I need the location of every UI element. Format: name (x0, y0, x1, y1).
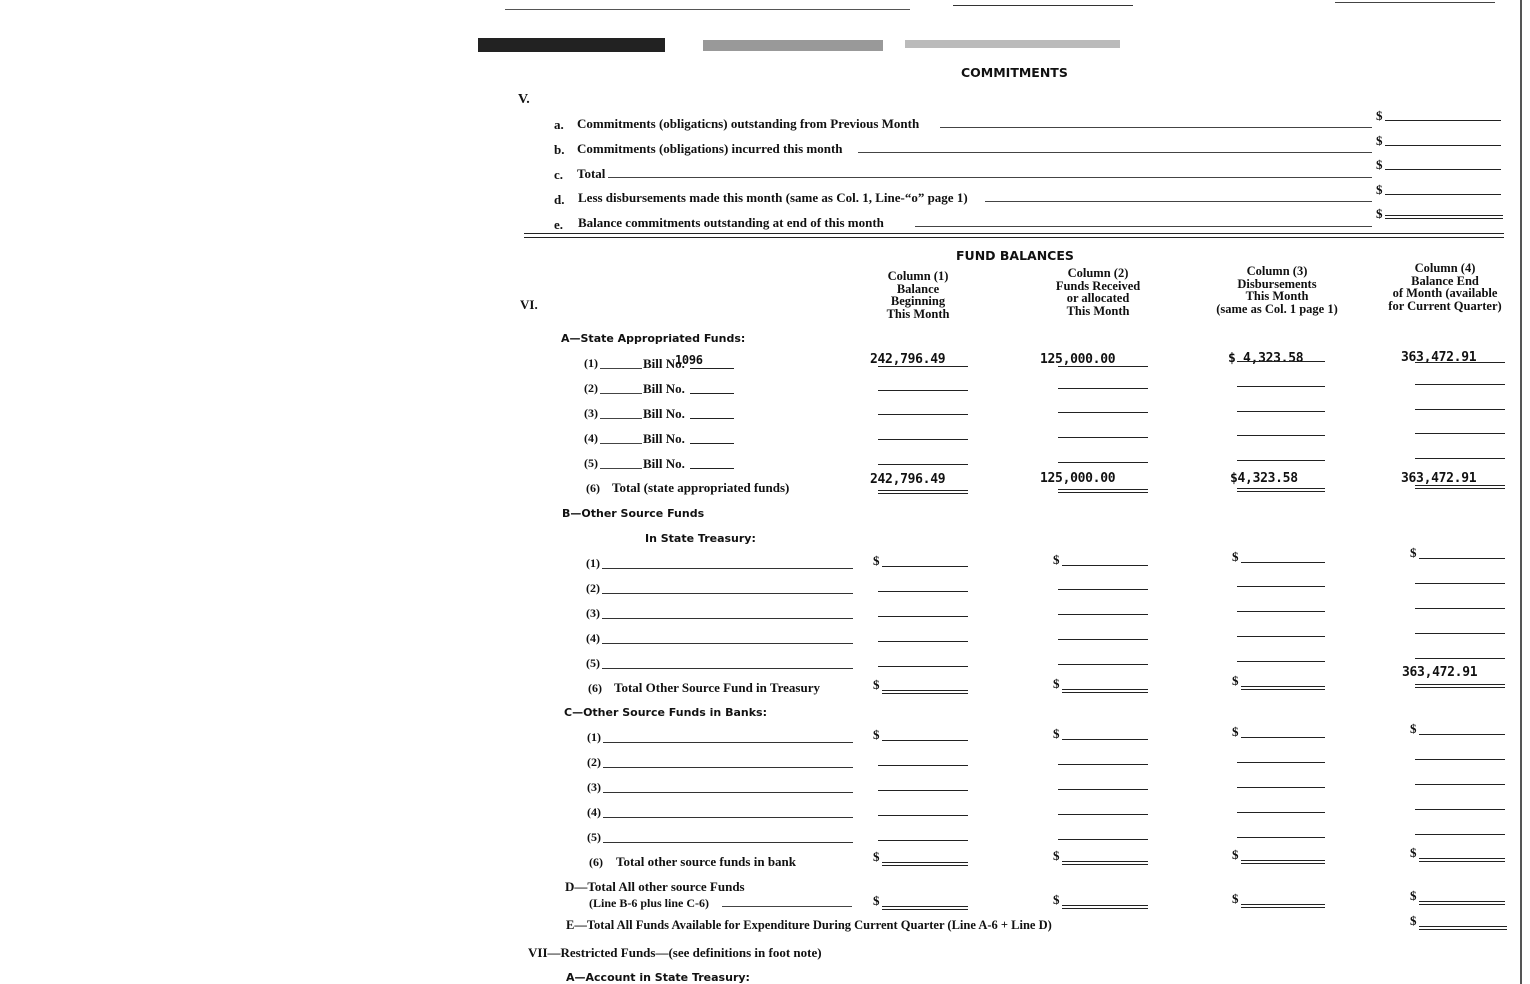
column-1-header: Column (1) Balance Beginning This Month (886, 269, 950, 321)
amount-line[interactable] (1415, 658, 1505, 659)
dollar-sign: $ (1232, 891, 1239, 906)
redaction-bar (703, 40, 883, 51)
amount-line[interactable] (878, 366, 968, 367)
total-state-label: Total (state appropriated funds) (612, 480, 790, 495)
commitment-label: Commitments (obligations) incurred this month (577, 141, 843, 156)
amount-line[interactable] (878, 666, 968, 667)
amount-line[interactable] (1415, 458, 1505, 459)
bill-label: Bill No. (643, 381, 685, 396)
amount-line[interactable] (878, 390, 968, 391)
group-c-heading: C—Other Source Funds in Banks: (564, 706, 767, 719)
amount-line[interactable] (1058, 614, 1148, 615)
amount-line[interactable] (1385, 145, 1501, 146)
scan-line (1335, 2, 1495, 3)
description-line[interactable] (602, 668, 853, 669)
bill-number-line[interactable] (690, 368, 734, 369)
amount-line[interactable] (1385, 215, 1503, 219)
line-d-sub: (Line B-6 plus line C-6) (589, 896, 710, 910)
group-b-heading: B—Other Source Funds (562, 507, 705, 520)
amount-line[interactable] (1237, 386, 1325, 387)
amount-line[interactable] (1419, 558, 1505, 559)
row-number: (2) (587, 755, 601, 769)
amount-line[interactable] (1237, 661, 1325, 662)
dollar-sign: $ (1376, 206, 1383, 221)
row-number: (4) (584, 431, 598, 445)
dollar-sign: $ (1376, 133, 1383, 148)
amount-line[interactable] (1419, 901, 1505, 905)
commitment-label: Commitments (obligaticns) outstanding from Previous Month (577, 116, 920, 131)
amount-line[interactable] (1058, 489, 1148, 493)
row-number: (6) (588, 681, 602, 695)
dollar-sign: $ (873, 727, 880, 742)
group-b-subheading: In State Treasury: (645, 532, 756, 545)
bill-number-line[interactable] (690, 443, 734, 444)
amount-line[interactable] (1237, 787, 1325, 788)
amount-line[interactable] (1415, 759, 1505, 760)
amount-line[interactable] (878, 490, 968, 494)
row-number: (1) (587, 730, 601, 744)
row-number: (2) (584, 381, 598, 395)
value-a1-col2: 125,000.00 (1040, 352, 1116, 367)
row-number: (6) (586, 481, 600, 495)
amount-line[interactable] (1241, 686, 1325, 690)
leader-line (915, 226, 1372, 227)
dollar-sign: $ (1410, 845, 1417, 860)
value-a6-col4: 363,472.91 (1401, 471, 1477, 486)
row-number: (4) (586, 631, 600, 645)
section-vii-heading: VII—Restricted Funds—(see definitions in foot note) (528, 945, 822, 960)
commitment-label: Less disbursements made this month (same as Col. 1, Line-“o” page 1) (578, 190, 968, 205)
section-divider (524, 233, 1504, 238)
value-a6-col1: 242,796.49 (870, 472, 946, 487)
commitments-title: COMMITMENTS (961, 65, 1068, 80)
commitment-letter: a. (554, 117, 564, 132)
section-vii-sub: A—Account in State Treasury: (566, 971, 750, 984)
row-number: (6) (589, 855, 603, 869)
amount-line[interactable] (882, 690, 968, 694)
amount-line[interactable] (1241, 904, 1325, 908)
section-vi-numeral: VI. (520, 297, 538, 312)
value-a6-col2: 125,000.00 (1040, 471, 1116, 486)
amount-line[interactable] (1058, 462, 1148, 463)
amount-line[interactable] (1237, 586, 1325, 587)
amount-line[interactable] (1058, 789, 1148, 790)
amount-line[interactable] (1415, 834, 1505, 835)
bill-label: Bill No. (643, 456, 685, 471)
dollar-sign: $ (873, 677, 880, 692)
amount-line[interactable] (1237, 361, 1325, 362)
amount-line[interactable] (1058, 814, 1148, 815)
amount-line[interactable] (878, 765, 968, 766)
dollar-sign: $ (1410, 913, 1417, 928)
dollar-sign: $ (1232, 549, 1239, 564)
leader-line (940, 127, 1372, 128)
amount-line[interactable] (878, 464, 968, 465)
amount-line[interactable] (1415, 433, 1505, 434)
amount-line[interactable] (1419, 926, 1507, 930)
value-a6-col3: $4,323.58 (1230, 471, 1298, 486)
bill-number: 1096 (675, 353, 703, 367)
leader-line (858, 152, 1372, 153)
amount-line[interactable] (1237, 762, 1325, 763)
column-3-header: Column (3) Disbursements This Month (same as Col. 1 page 1) (1216, 264, 1338, 316)
row-number: (3) (587, 780, 601, 794)
commitment-label: Total (577, 166, 606, 181)
amount-line[interactable] (878, 616, 968, 617)
row-number: (4) (587, 805, 601, 819)
amount-line[interactable] (1062, 861, 1148, 865)
bill-label: Bill No. (643, 431, 685, 446)
value-a1-col3: $ 4,323.58 (1228, 351, 1304, 366)
description-line[interactable] (603, 792, 853, 793)
amount-line[interactable] (1058, 639, 1148, 640)
amount-line[interactable] (878, 815, 968, 816)
dollar-sign: $ (1232, 847, 1239, 862)
amount-line[interactable] (1415, 362, 1505, 363)
amount-line[interactable] (1385, 120, 1501, 121)
commitment-letter: d. (554, 192, 565, 207)
amount-line[interactable] (1062, 565, 1148, 566)
row-number: (2) (586, 581, 600, 595)
leader-line (722, 906, 852, 907)
amount-line[interactable] (1062, 905, 1148, 909)
amount-line[interactable] (1419, 858, 1505, 862)
total-treasury-label: Total Other Source Fund in Treasury (614, 680, 820, 695)
section-v-numeral: V. (518, 92, 530, 107)
amount-line[interactable] (1058, 412, 1148, 413)
description-line[interactable] (603, 842, 853, 843)
amount-line[interactable] (1415, 809, 1505, 810)
amount-line[interactable] (1058, 664, 1148, 665)
amount-line[interactable] (1241, 737, 1325, 738)
leader-line (600, 443, 642, 444)
dollar-sign: $ (1376, 182, 1383, 197)
dollar-sign: $ (1232, 724, 1239, 739)
amount-line[interactable] (1237, 460, 1325, 461)
amount-line[interactable] (878, 840, 968, 841)
amount-line[interactable] (1058, 764, 1148, 765)
amount-line[interactable] (1058, 839, 1148, 840)
dollar-sign: $ (1376, 157, 1383, 172)
redaction-bar (478, 38, 665, 52)
amount-line[interactable] (1415, 633, 1505, 634)
line-e-label: E—Total All Funds Available for Expenditure During Current Quarter (Line A-6 + Line D) (566, 918, 1052, 932)
dollar-sign: $ (1053, 676, 1060, 691)
bill-label: Bill No. (643, 356, 685, 371)
row-number: (1) (584, 356, 598, 370)
amount-line[interactable] (1058, 388, 1148, 389)
amount-line[interactable] (1385, 194, 1501, 195)
dollar-sign: $ (1053, 726, 1060, 741)
dollar-sign: $ (1410, 888, 1417, 903)
leader-line (600, 393, 642, 394)
amount-line[interactable] (1237, 837, 1325, 838)
value-a1-col1: 242,796.49 (870, 352, 946, 367)
row-number: (5) (586, 656, 600, 670)
amount-line[interactable] (1237, 435, 1325, 436)
amount-line[interactable] (1241, 860, 1325, 864)
amount-line[interactable] (1419, 734, 1505, 735)
amount-line[interactable] (1237, 812, 1325, 813)
description-line[interactable] (603, 742, 853, 743)
amount-line[interactable] (1415, 384, 1505, 385)
leader-line (600, 418, 642, 419)
total-bank-label: Total other source funds in bank (616, 854, 797, 869)
amount-line[interactable] (1415, 684, 1505, 688)
amount-line[interactable] (1062, 689, 1148, 693)
row-number: (3) (586, 606, 600, 620)
redaction-bar (905, 40, 1120, 48)
amount-line[interactable] (1062, 739, 1148, 740)
amount-line[interactable] (878, 439, 968, 440)
amount-line[interactable] (1237, 411, 1325, 412)
amount-line[interactable] (882, 906, 968, 910)
row-number: (5) (584, 456, 598, 470)
amount-line[interactable] (878, 591, 968, 592)
dollar-sign: $ (1410, 545, 1417, 560)
dollar-sign: $ (1232, 673, 1239, 688)
amount-line[interactable] (1241, 562, 1325, 563)
amount-line[interactable] (1058, 589, 1148, 590)
amount-line[interactable] (1415, 784, 1505, 785)
amount-line[interactable] (882, 740, 968, 741)
description-line[interactable] (603, 767, 853, 768)
scan-line (953, 5, 1133, 6)
leader-line (608, 177, 1372, 178)
description-line[interactable] (602, 593, 853, 594)
amount-line[interactable] (1237, 636, 1325, 637)
row-number: (3) (584, 406, 598, 420)
commitment-label: Balance commitments outstanding at end of this month (578, 215, 884, 230)
amount-line[interactable] (1415, 583, 1505, 584)
bill-number-line[interactable] (690, 468, 734, 469)
commitment-letter: e. (554, 217, 564, 232)
dollar-sign: $ (1410, 721, 1417, 736)
amount-line[interactable] (1058, 366, 1148, 367)
row-number: (5) (587, 830, 601, 844)
column-4-header: Column (4) Balance End of Month (available for Current Quarter) (1388, 261, 1502, 313)
bill-label: Bill No. (643, 406, 685, 421)
amount-line[interactable] (1237, 488, 1325, 492)
commitment-letter: c. (554, 167, 564, 182)
amount-line[interactable] (1385, 169, 1501, 170)
group-a-heading: A—State Appropriated Funds: (561, 332, 746, 345)
amount-line[interactable] (1415, 409, 1505, 410)
dollar-sign: $ (1376, 108, 1383, 123)
value-a1-col4: 363,472.91 (1401, 350, 1477, 365)
description-line[interactable] (602, 568, 853, 569)
description-line[interactable] (602, 618, 853, 619)
amount-line[interactable] (878, 790, 968, 791)
description-line[interactable] (602, 643, 853, 644)
dollar-sign: $ (1053, 892, 1060, 907)
amount-line[interactable] (882, 862, 968, 866)
dollar-sign: $ (873, 893, 880, 908)
amount-line[interactable] (882, 566, 968, 567)
bill-number-line[interactable] (690, 418, 734, 419)
dollar-sign: $ (1053, 848, 1060, 863)
value-b6-col4: 363,472.91 (1402, 665, 1478, 680)
amount-line[interactable] (1237, 611, 1325, 612)
line-d-label: D—Total All other source Funds (565, 879, 745, 894)
leader-line (600, 368, 642, 369)
amount-line[interactable] (878, 414, 968, 415)
column-2-header: Column (2) Funds Received or allocated This Month (1055, 266, 1141, 318)
scan-line (505, 9, 910, 10)
leader-line (985, 201, 1372, 202)
amount-line[interactable] (1415, 608, 1505, 609)
row-number: (1) (586, 556, 600, 570)
bill-number-line[interactable] (690, 393, 734, 394)
dollar-sign: $ (873, 553, 880, 568)
leader-line (600, 468, 642, 469)
dollar-sign: $ (1053, 552, 1060, 567)
description-line[interactable] (603, 817, 853, 818)
commitment-letter: b. (554, 142, 565, 157)
dollar-sign: $ (873, 849, 880, 864)
amount-line[interactable] (1415, 485, 1505, 489)
amount-line[interactable] (1058, 437, 1148, 438)
page-edge (1520, 0, 1522, 984)
fund-balances-title: FUND BALANCES (956, 248, 1074, 263)
amount-line[interactable] (878, 641, 968, 642)
